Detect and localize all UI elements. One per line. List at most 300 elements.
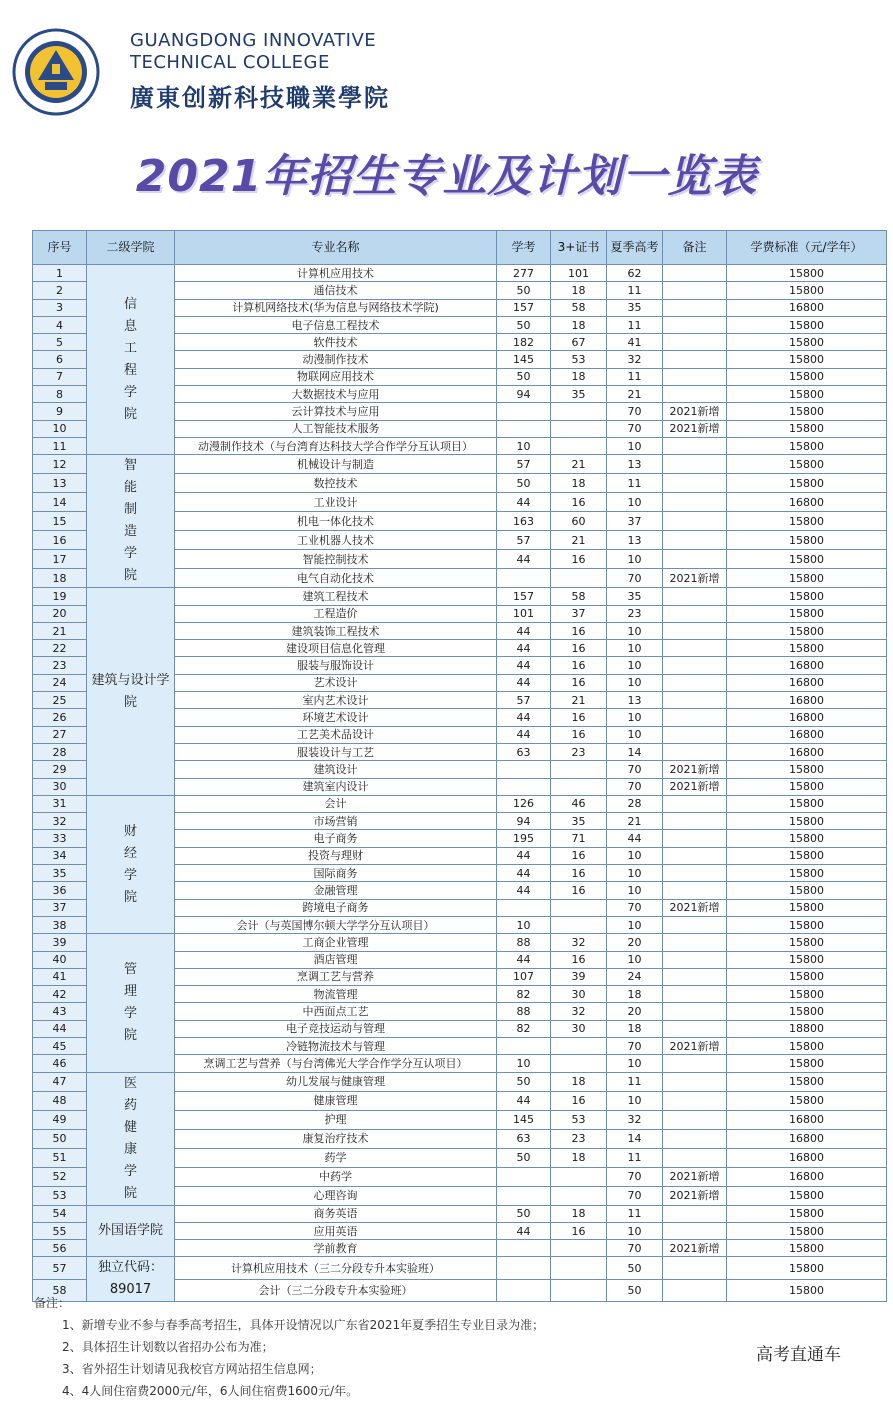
row-xuekao [497,420,551,437]
major-header: 专业名称 [175,231,497,265]
cert-header: 3+证书 [551,231,607,265]
row-tuition: 15800 [727,951,887,968]
row-remark [663,299,727,316]
row-seq: 15 [33,512,87,531]
table-row [33,1257,887,1280]
row-remark [663,1072,727,1091]
row-remark [663,316,727,333]
row-cert [551,1186,607,1205]
row-major: 健康管理 [175,1091,497,1110]
row-remark [663,474,727,493]
row-cert: 16 [551,493,607,512]
row-tuition: 15800 [727,420,887,437]
row-remark [663,265,727,282]
row-remark [663,1222,727,1239]
row-xuekao: 57 [497,692,551,709]
row-xuekao: 44 [497,709,551,726]
row-tuition: 15800 [727,550,887,569]
row-major: 机械设计与制造 [175,455,497,474]
row-seq: 47 [33,1072,87,1091]
row-seq: 48 [33,1091,87,1110]
row-remark [663,882,727,899]
row-summer-exam: 21 [607,813,663,830]
row-cert: 18 [551,1148,607,1167]
row-major: 金融管理 [175,882,497,899]
row-xuekao: 10 [497,437,551,454]
row-major: 服装设计与工艺 [175,743,497,760]
row-tuition: 15800 [727,847,887,864]
row-summer-exam: 70 [607,761,663,778]
row-xuekao: 44 [497,657,551,674]
row-cert [551,403,607,420]
row-summer-exam: 10 [607,622,663,639]
row-xuekao: 157 [497,588,551,605]
row-cert: 53 [551,1110,607,1129]
row-seq: 2 [33,282,87,299]
college-name-cn: 廣東创新科技職業學院 [130,83,390,112]
row-xuekao: 195 [497,830,551,847]
row-major: 商务英语 [175,1205,497,1222]
row-tuition: 15800 [727,1205,887,1222]
row-major: 动漫制作技术 [175,351,497,368]
row-tuition: 16800 [727,692,887,709]
row-tuition: 15800 [727,1222,887,1239]
row-major: 大数据技术与应用 [175,386,497,403]
row-xuekao: 163 [497,512,551,531]
row-summer-exam: 44 [607,830,663,847]
row-tuition: 16800 [727,674,887,691]
row-major: 工程造价 [175,605,497,622]
row-remark [663,437,727,454]
row-tuition: 16800 [727,1110,887,1129]
row-seq: 53 [33,1186,87,1205]
note-item: 2、具体招生计划数以省招办公布为准； [62,1340,274,1354]
row-seq: 45 [33,1037,87,1054]
college-name-cell [87,1205,175,1257]
row-cert: 60 [551,512,607,531]
note-item: 1、新增专业不参与春季高考招生，具体开设情况以广东省2021年夏季招生专业目录为准； [62,1318,545,1332]
row-major: 建设项目信息化管理 [175,640,497,657]
row-summer-exam: 10 [607,865,663,882]
row-major: 建筑工程技术 [175,588,497,605]
row-xuekao: 44 [497,640,551,657]
row-cert: 37 [551,605,607,622]
row-xuekao: 63 [497,743,551,760]
row-tuition: 15800 [727,1257,887,1280]
row-major: 智能控制技术 [175,550,497,569]
row-summer-exam: 10 [607,1091,663,1110]
row-remark: 2021新增 [663,569,727,588]
row-major: 物流管理 [175,986,497,1003]
row-remark: 2021新增 [663,403,727,420]
row-summer-exam: 70 [607,1186,663,1205]
row-seq: 36 [33,882,87,899]
row-xuekao: 157 [497,299,551,316]
row-xuekao: 94 [497,386,551,403]
row-tuition: 15800 [727,1091,887,1110]
row-tuition: 15800 [727,1072,887,1091]
row-tuition: 15800 [727,761,887,778]
row-cert: 53 [551,351,607,368]
row-cert: 16 [551,622,607,639]
row-xuekao: 44 [497,882,551,899]
row-xuekao: 44 [497,622,551,639]
row-summer-exam: 10 [607,1222,663,1239]
row-cert [551,899,607,916]
row-seq: 39 [33,934,87,951]
row-remark [663,531,727,550]
row-remark [663,968,727,985]
row-xuekao: 277 [497,265,551,282]
row-cert: 16 [551,865,607,882]
row-xuekao [497,403,551,420]
note-item: 3、省外招生计划请见我校官方网站招生信息网； [62,1362,322,1376]
row-seq: 41 [33,968,87,985]
row-remark [663,1003,727,1020]
notes-section [34,1292,544,1402]
row-summer-exam: 10 [607,882,663,899]
row-remark [663,951,727,968]
row-seq: 56 [33,1240,87,1257]
row-xuekao: 94 [497,813,551,830]
row-seq: 5 [33,334,87,351]
row-cert: 16 [551,550,607,569]
row-remark [663,795,727,812]
row-cert: 16 [551,657,607,674]
table-row [33,455,887,474]
row-remark: 2021新增 [663,778,727,795]
row-major: 工业设计 [175,493,497,512]
row-major: 物联网应用技术 [175,368,497,385]
row-remark [663,386,727,403]
row-tuition: 16800 [727,726,887,743]
row-xuekao: 145 [497,351,551,368]
row-tuition: 15800 [727,512,887,531]
row-tuition: 15800 [727,368,887,385]
row-tuition: 15800 [727,986,887,1003]
row-remark: 2021新增 [663,899,727,916]
row-tuition: 15800 [727,531,887,550]
row-summer-exam: 70 [607,1167,663,1186]
row-seq: 44 [33,1020,87,1037]
row-remark [663,709,727,726]
row-major: 烹调工艺与营养 [175,968,497,985]
row-summer-exam: 13 [607,455,663,474]
row-cert: 18 [551,282,607,299]
row-summer-exam: 10 [607,916,663,933]
row-major: 投资与理财 [175,847,497,864]
row-tuition: 15800 [727,968,887,985]
row-cert: 32 [551,1003,607,1020]
row-major: 中西面点工艺 [175,1003,497,1020]
row-summer-exam: 70 [607,899,663,916]
row-seq: 58 [33,1279,87,1302]
row-seq: 24 [33,674,87,691]
row-cert: 23 [551,743,607,760]
row-remark [663,1091,727,1110]
row-summer-exam: 10 [607,709,663,726]
college-name-cell [87,265,175,455]
row-xuekao: 88 [497,934,551,951]
row-tuition: 16800 [727,657,887,674]
row-major: 建筑室内设计 [175,778,497,795]
row-remark [663,368,727,385]
row-cert: 101 [551,265,607,282]
row-cert: 16 [551,882,607,899]
row-xuekao: 182 [497,334,551,351]
row-major: 电子竞技运动与管理 [175,1020,497,1037]
row-major: 建筑设计 [175,761,497,778]
row-tuition: 15800 [727,1279,887,1302]
row-tuition: 15800 [727,474,887,493]
row-seq: 33 [33,830,87,847]
seq-header: 序号 [33,231,87,265]
row-tuition: 15800 [727,830,887,847]
row-xuekao: 44 [497,951,551,968]
row-cert: 21 [551,455,607,474]
row-cert [551,437,607,454]
row-remark [663,916,727,933]
row-xuekao: 82 [497,986,551,1003]
row-tuition: 15800 [727,622,887,639]
row-remark [663,692,727,709]
row-remark [663,1055,727,1072]
row-summer-exam: 11 [607,474,663,493]
row-tuition: 15800 [727,778,887,795]
row-seq: 57 [33,1257,87,1280]
row-xuekao: 44 [497,493,551,512]
row-remark [663,588,727,605]
row-tuition: 15800 [727,282,887,299]
row-remark [663,743,727,760]
row-remark [663,1257,727,1280]
row-cert: 16 [551,1091,607,1110]
row-major: 数控技术 [175,474,497,493]
row-seq: 4 [33,316,87,333]
college-logo-icon [12,28,100,116]
row-major: 应用英语 [175,1222,497,1239]
row-xuekao: 44 [497,1222,551,1239]
row-summer-exam: 10 [607,847,663,864]
row-seq: 35 [33,865,87,882]
row-summer-exam: 18 [607,1020,663,1037]
row-cert: 18 [551,368,607,385]
row-tuition: 18800 [727,1020,887,1037]
row-major: 学前教育 [175,1240,497,1257]
row-tuition: 15800 [727,1240,887,1257]
row-tuition: 15800 [727,455,887,474]
row-summer-exam: 50 [607,1257,663,1280]
row-tuition: 15800 [727,386,887,403]
row-seq: 7 [33,368,87,385]
row-major: 跨境电子商务 [175,899,497,916]
row-remark [663,282,727,299]
row-cert: 21 [551,692,607,709]
row-seq: 13 [33,474,87,493]
row-major: 会计（三二分段专升本实验班） [175,1279,497,1302]
row-major: 工商企业管理 [175,934,497,951]
college-name: 建筑与设计学院 [91,672,170,710]
row-cert [551,1240,607,1257]
row-major: 中药学 [175,1167,497,1186]
row-major: 心理咨询 [175,1186,497,1205]
remark-header: 备注 [663,231,727,265]
row-tuition: 15800 [727,316,887,333]
row-xuekao: 57 [497,455,551,474]
row-summer-exam: 18 [607,986,663,1003]
row-major: 烹调工艺与营养（与台湾佛光大学合作学分互认项目） [175,1055,497,1072]
row-remark [663,512,727,531]
row-major: 会计（与英国博尔顿大学学分互认项目） [175,916,497,933]
row-seq: 20 [33,605,87,622]
row-seq: 22 [33,640,87,657]
row-xuekao [497,899,551,916]
row-seq: 31 [33,795,87,812]
row-cert: 30 [551,1020,607,1037]
row-summer-exam: 20 [607,934,663,951]
table-row [33,1072,887,1091]
row-xuekao [497,1037,551,1054]
college-name: 信息工程学院 [123,296,137,422]
row-tuition: 15800 [727,588,887,605]
row-xuekao: 57 [497,531,551,550]
row-xuekao: 50 [497,474,551,493]
row-summer-exam: 28 [607,795,663,812]
row-cert: 32 [551,934,607,951]
row-major: 市场营销 [175,813,497,830]
row-tuition: 15800 [727,1186,887,1205]
row-summer-exam: 11 [607,1205,663,1222]
row-xuekao: 63 [497,1129,551,1148]
row-seq: 52 [33,1167,87,1186]
row-major: 康复治疗技术 [175,1129,497,1148]
row-xuekao: 50 [497,282,551,299]
row-seq: 23 [33,657,87,674]
row-seq: 14 [33,493,87,512]
row-remark [663,847,727,864]
row-seq: 9 [33,403,87,420]
watermark-text: 高考直通车 [756,1345,841,1365]
table-row [33,588,887,605]
row-cert: 58 [551,588,607,605]
row-remark [663,1110,727,1129]
row-remark: 2021新增 [663,1037,727,1054]
college-name: 财经学院 [123,823,137,905]
row-remark: 2021新增 [663,761,727,778]
row-summer-exam: 32 [607,351,663,368]
note-item: 4、4人间住宿费2000元/年，6人间住宿费1600元/年。 [62,1384,359,1398]
row-xuekao: 10 [497,1055,551,1072]
row-major: 国际商务 [175,865,497,882]
row-summer-exam: 11 [607,316,663,333]
table-row [33,1205,887,1222]
row-seq: 54 [33,1205,87,1222]
row-cert: 30 [551,986,607,1003]
row-cert [551,916,607,933]
row-tuition: 15800 [727,1003,887,1020]
row-seq: 38 [33,916,87,933]
college-name-cell [87,795,175,933]
row-major: 工艺美术品设计 [175,726,497,743]
row-cert: 46 [551,795,607,812]
row-cert [551,1037,607,1054]
row-xuekao: 44 [497,674,551,691]
row-summer-exam: 24 [607,968,663,985]
row-summer-exam: 70 [607,778,663,795]
college-name: 独立代码：89017 [97,1260,163,1298]
row-summer-exam: 13 [607,531,663,550]
college-name: 外国语学院 [97,1223,163,1239]
row-major: 幼儿发展与健康管理 [175,1072,497,1091]
row-major: 人工智能技术服务 [175,420,497,437]
row-major: 电子信息工程技术 [175,316,497,333]
row-tuition: 15800 [727,916,887,933]
row-major: 计算机应用技术（三二分段专升本实验班） [175,1257,497,1280]
row-cert: 18 [551,474,607,493]
row-cert [551,1257,607,1280]
row-summer-exam: 35 [607,588,663,605]
row-seq: 37 [33,899,87,916]
row-summer-exam: 70 [607,569,663,588]
college-header [12,24,432,120]
row-tuition: 15800 [727,403,887,420]
row-xuekao: 50 [497,368,551,385]
row-summer-exam: 10 [607,1055,663,1072]
row-seq: 3 [33,299,87,316]
row-cert: 35 [551,813,607,830]
row-major: 云计算技术与应用 [175,403,497,420]
row-summer-exam: 10 [607,726,663,743]
row-seq: 43 [33,1003,87,1020]
row-remark [663,550,727,569]
row-cert: 18 [551,1072,607,1091]
row-tuition: 15800 [727,1055,887,1072]
row-summer-exam: 50 [607,1279,663,1302]
row-cert: 16 [551,674,607,691]
row-cert [551,1167,607,1186]
row-tuition: 15800 [727,899,887,916]
row-remark [663,455,727,474]
row-remark [663,986,727,1003]
row-summer-exam: 20 [607,1003,663,1020]
row-summer-exam: 70 [607,1240,663,1257]
row-xuekao: 82 [497,1020,551,1037]
row-remark [663,1205,727,1222]
row-summer-exam: 14 [607,743,663,760]
enrollment-plan-table [32,230,887,1302]
row-seq: 26 [33,709,87,726]
college-name: 管理学院 [123,961,137,1043]
row-major: 酒店管理 [175,951,497,968]
row-remark [663,351,727,368]
college-header-cell: 二级学院 [87,231,175,265]
row-summer-exam: 10 [607,951,663,968]
row-cert: 18 [551,1205,607,1222]
row-seq: 12 [33,455,87,474]
row-tuition: 16800 [727,709,887,726]
row-summer-exam: 10 [607,437,663,454]
row-seq: 49 [33,1110,87,1129]
tuition-header: 学费标准（元/学年） [727,231,887,265]
row-tuition: 15800 [727,640,887,657]
row-xuekao [497,1257,551,1280]
row-major: 机电一体化技术 [175,512,497,531]
college-name-en: GUANGDONG INNOVATIVE TECHNICAL COLLEGE [130,30,377,73]
row-summer-exam: 11 [607,282,663,299]
row-summer-exam: 11 [607,1148,663,1167]
row-cert [551,778,607,795]
row-cert: 16 [551,1222,607,1239]
